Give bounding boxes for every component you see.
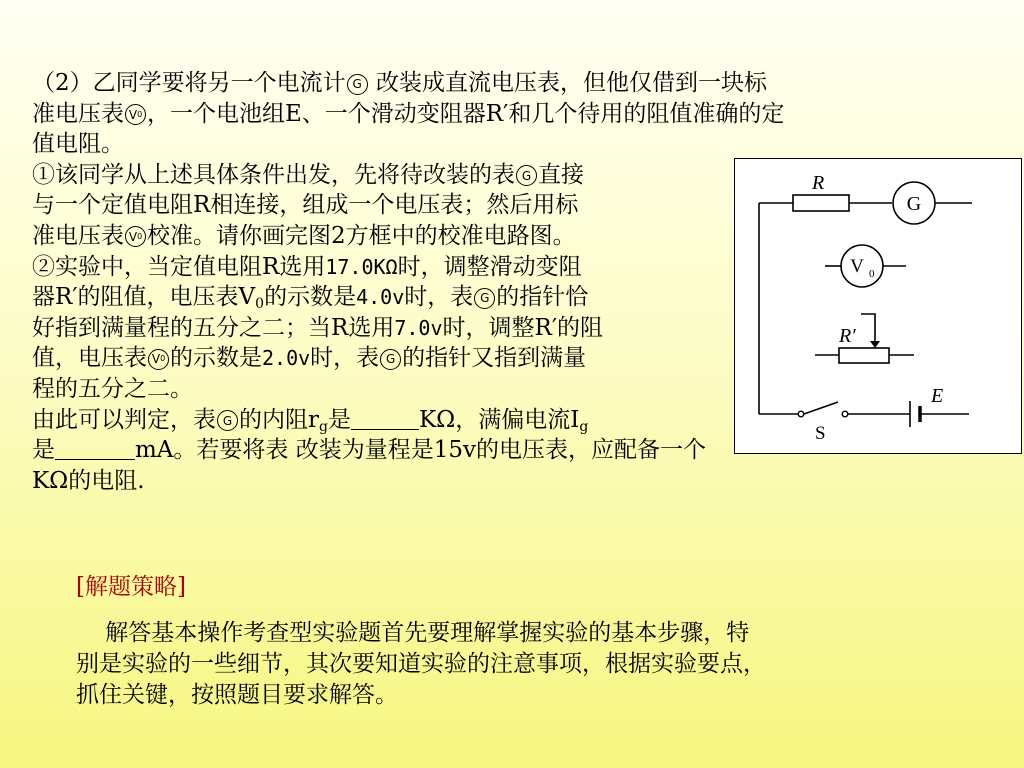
- label-E: E: [931, 385, 944, 407]
- rheostat-slider: [861, 314, 875, 342]
- label-Rprime: R′: [839, 325, 856, 347]
- label-V: V: [850, 256, 864, 277]
- rheostat-arrow-icon: [870, 341, 880, 348]
- problem-line: 与一个定值电阻R相连接，组成一个电压表；然后用标: [32, 192, 579, 219]
- switch-contact-right: [842, 411, 848, 417]
- problem-line: ②实验中，当定值电阻R选用17.0KΩ时，调整滑动变阻: [32, 253, 582, 280]
- problem-line: 好指到满量程的五分之二；当R选用7.0v时，调整R′的阻: [32, 314, 604, 341]
- problem-line: 值，电压表 V 0 的示数是2.0v时，表 G 的指针又指到满量: [32, 345, 587, 372]
- problem-line: （2）乙同学要将另一个电流计 G 改装成直流电压表，但他仅借到一块标: [32, 70, 767, 96]
- galvanometer-icon: G: [380, 349, 401, 370]
- galvanometer-icon: G: [347, 74, 368, 95]
- label-G: G: [906, 193, 922, 215]
- label-S: S: [815, 423, 826, 444]
- problem-line: KΩ的电阻.: [32, 467, 145, 494]
- problem-line: 准电压表 V 0 校准。请你画完图2方框中的校准电路图。: [32, 222, 576, 249]
- switch-S-icon: [804, 402, 838, 414]
- label-V-sub: 0: [869, 268, 875, 280]
- problem-line: 准电压表 V 0 ，一个电池组E、一个滑动变阻器R′和几个待用的阻值准确的定: [32, 100, 785, 127]
- galvanometer-icon: G: [474, 288, 495, 309]
- problem-line: 是 mA。若要将表 改装为量程是15v的电压表，应配备一个: [32, 437, 706, 464]
- voltmeter-icon: V 0: [125, 226, 146, 247]
- strategy-line: 抓住关键，按照题目要求解答。: [76, 682, 398, 708]
- rheostat-Rprime-icon: [839, 348, 889, 363]
- voltmeter-icon: V 0: [125, 104, 146, 125]
- voltmeter-icon: V 0: [148, 349, 169, 370]
- answer-blank-ig[interactable]: [55, 437, 135, 460]
- strategy-body: [76, 618, 956, 711]
- switch-contact-left: [798, 411, 804, 417]
- problem-line: ①该同学从上述具体条件出发，先将待改装的表 G 直接: [32, 161, 584, 188]
- label-R: R: [812, 172, 825, 194]
- problem-line: 由此可以判定，表 G 的内阻$r_g$是 KΩ，满偏电流$I_g$: [32, 406, 589, 435]
- problem-line: 程的五分之二。: [32, 375, 193, 402]
- problem-line: 值电阻。: [32, 131, 124, 158]
- galvanometer-icon: G: [217, 410, 238, 431]
- circuit-diagram: [735, 159, 1021, 453]
- resistor-R-icon: [793, 195, 849, 211]
- problem-line: 器R′的阻值，电压表$V_0$的示数是4.0v时，表 G 的指针恰: [32, 284, 589, 313]
- strategy-line: 别是实验的一些细节，其次要知道实验的注意事项，根据实验要点，: [76, 651, 766, 677]
- circuit-diagram-box[interactable]: [734, 158, 1022, 454]
- strategy-heading: [解题策略]: [76, 574, 186, 600]
- answer-blank-rg[interactable]: [351, 407, 419, 430]
- galvanometer-icon: G: [516, 165, 537, 186]
- strategy-line: 解答基本操作考查型实验题首先要理解掌握实验的基本步骤，特: [76, 620, 750, 646]
